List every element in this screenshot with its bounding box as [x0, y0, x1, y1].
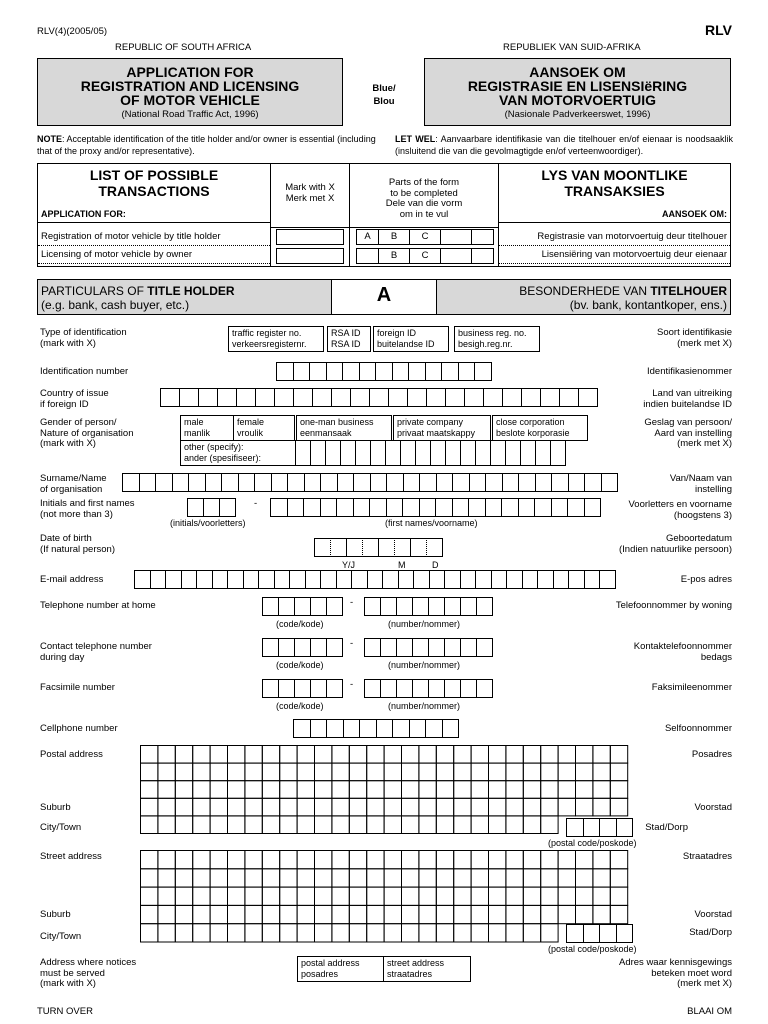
dash: - [254, 498, 258, 509]
transactions-table [37, 163, 731, 267]
cell-label-af: Selfoonnommer [664, 723, 732, 734]
gender-option-male[interactable]: male manlik [180, 415, 234, 441]
act-en: (National Road Traffic Act, 1996) [121, 109, 259, 120]
title-en-line3: OF MOTOR VEHICLE [120, 92, 260, 108]
transaction-en-label: Registration of motor vehicle by title holder [41, 231, 221, 242]
number-caption: (number/nommer) [388, 701, 461, 711]
transaction-row-licensing-af [498, 246, 730, 264]
section-a-letter: A [376, 284, 392, 306]
section-a-title-af-bold: TITELHOUER [650, 284, 727, 298]
org-option-one-man-business[interactable]: one-man business eenmansaak [296, 415, 392, 441]
code-caption: (code/kode) [276, 660, 324, 670]
street-postal-code-caption: (postal code/poskode) [548, 944, 637, 954]
id-option-foreign-id[interactable]: foreign ID buitelandse ID [373, 326, 449, 352]
dob-boxes[interactable] [314, 538, 443, 557]
transaction-af-label: Registrasie van motorvoertuig deur titelhouer [537, 231, 727, 242]
part-d [440, 229, 472, 245]
tel-day-number-boxes[interactable] [364, 638, 493, 657]
street-address-grid-lines [140, 850, 633, 943]
transaction-en-label: Licensing of motor vehicle by owner [41, 249, 193, 260]
apply-for-en: APPLICATION FOR: [41, 209, 126, 219]
transaction-row-registration-af [498, 228, 730, 246]
title-en-box [37, 58, 343, 126]
postal-city-label-af: Stad/Dorp [645, 822, 688, 833]
gender-label-af: Geslag van persoon/ Aard van instelling (merk met X) [644, 417, 732, 449]
tel-home-label-af: Telefoonnommer by woning [615, 600, 732, 611]
title-af-box [424, 58, 731, 126]
notices-label-af: Adres waar kennisgewings beteken moet word (merk met X) [618, 957, 732, 989]
turn-over: TURN OVER [37, 1006, 93, 1017]
street-suburb-label: Suburb [40, 909, 71, 920]
cell-label: Cellphone number [40, 723, 118, 734]
title-af-line3: VAN MOTORVOERTUIG [498, 92, 657, 108]
parts-line4: om in te vul [399, 208, 449, 220]
dob-label: Date of birth (If natural person) [40, 533, 115, 555]
transaction-row-licensing [38, 246, 270, 264]
note-af-label: LET WEL [395, 134, 436, 144]
apply-for-af: AANSOEK OM: [662, 209, 727, 219]
surname-boxes[interactable] [122, 473, 618, 492]
form-short-code: RLV [705, 22, 732, 38]
tel-day-label: Contact telephone number during day [40, 641, 152, 663]
cell-boxes[interactable] [293, 719, 459, 738]
note-en-text: : Acceptable identification of the title holder and/or owner is essential (including that of the proxy and/or representative). [37, 134, 376, 156]
note-en [37, 133, 377, 157]
transactions-title-af: LYS VAN MOONTLIKE TRANSAKSIES [541, 167, 688, 199]
initials-label-af: Voorletters en voorname (hoogstens 3) [628, 499, 732, 521]
dob-year-caption: Y/J [342, 560, 356, 570]
street-suburb-label-af: Voorstad [694, 909, 732, 920]
code-caption: (code/kode) [276, 701, 324, 711]
section-a-sub-en: (e.g. bank, cash buyer, etc.) [41, 298, 190, 312]
number-caption: (number/nommer) [388, 619, 461, 629]
notice-option-street[interactable]: street address straatadres [383, 956, 471, 982]
surname-label: Surname/Name of organisation [40, 473, 107, 495]
id-option-rsa-id[interactable]: RSA ID RSA ID [327, 326, 371, 352]
part-b: B [378, 229, 410, 245]
form-code: RLV(4)(2005/05) [37, 26, 108, 37]
id-number-label-af: Identifikasienommer [646, 366, 732, 377]
parts-header [350, 178, 498, 220]
parts-line2: to be completed [390, 187, 458, 199]
section-a-title-en-pre: PARTICULARS OF [41, 284, 148, 298]
transaction-af-label: Lisensiëring van motorvoertuig deur eienaar [541, 249, 727, 260]
surname-label-af: Van/Naam van instelling [669, 473, 732, 495]
other-specify-boxes[interactable] [295, 440, 566, 466]
tel-home-number-boxes[interactable] [364, 597, 493, 616]
id-number-label: Identification number [40, 366, 129, 377]
notices-label: Address where notices must be served (mark with X) [40, 957, 137, 989]
postal-address-label: Postal address [40, 749, 103, 760]
blaai-om: BLAAI OM [687, 1006, 732, 1017]
street-postal-code-boxes[interactable] [566, 924, 633, 943]
part-a [356, 248, 379, 264]
section-a-header [37, 279, 731, 315]
code-caption: (code/kode) [276, 619, 324, 629]
title-af-line2: REGISTRASIE EN LISENSIëRING [467, 78, 688, 94]
ink-note-af: Blou [373, 96, 395, 107]
fax-label: Facsimile number [40, 682, 115, 693]
country-label-af: Land van uitreiking indien buitelandse ID [643, 388, 732, 410]
tel-day-code-boxes[interactable] [262, 638, 343, 657]
id-type-label-af: Soort identifikasie (merk met X) [657, 327, 732, 349]
postal-code-boxes[interactable] [566, 818, 633, 837]
street-city-label: City/Town [40, 931, 82, 942]
section-a-sub-af: (bv. bank, kontantkoper, ens.) [569, 298, 727, 312]
part-d [440, 248, 472, 264]
section-a-title-af-pre: BESONDERHEDE VAN [519, 284, 651, 298]
postal-address-label-af: Posadres [691, 749, 732, 760]
first-names-boxes[interactable] [270, 498, 601, 517]
gender-option-female[interactable]: female vroulik [233, 415, 295, 441]
tel-day-label-af: Kontaktelefoonnommer bedags [633, 641, 732, 663]
parts-line1: Parts of the form [388, 177, 460, 188]
street-address-label-af: Straatadres [682, 851, 732, 862]
initials-label: Initials and first names (not more than 3) [40, 498, 135, 520]
street-address-label: Street address [40, 851, 102, 862]
part-a: A [356, 229, 379, 245]
part-c: C [409, 229, 441, 245]
email-label: E-mail address [40, 574, 104, 585]
email-label-af: E-pos adres [680, 574, 732, 585]
org-option-close-corporation[interactable]: close corporation beslote korporasie [492, 415, 588, 441]
mark-with-af: Merk met X [285, 193, 335, 204]
parts-licensing [356, 248, 494, 264]
postal-address-grid[interactable] [140, 745, 633, 835]
section-a-title-en [38, 280, 332, 314]
country-af: REPUBLIEK VAN SUID-AFRIKA [503, 42, 641, 53]
postal-code-caption: (postal code/poskode) [548, 838, 637, 848]
note-af-text: : Aanvaarbare identifikasie van die titelhouer en/of eienaar is noodsaaklik (insluitend die van die gevolmagtigde en/of verteenwoordiger). [395, 134, 733, 156]
id-option-business-reg[interactable]: business reg. no. besigh.reg.nr. [454, 326, 540, 352]
dash: - [350, 638, 354, 649]
street-address-grid[interactable] [140, 850, 633, 943]
part-c: C [409, 248, 441, 264]
initials-boxes[interactable] [187, 498, 236, 517]
street-city-label-af: Stad/Dorp [689, 927, 732, 938]
fax-number-boxes[interactable] [364, 679, 493, 698]
title-en-line2: REGISTRATION AND LICENSING [80, 78, 300, 94]
transactions-title-en: LIST OF POSSIBLE TRANSACTIONS [89, 167, 219, 199]
fax-code-boxes[interactable] [262, 679, 343, 698]
mark-with-en: Mark with X [285, 182, 335, 193]
org-option-private-company[interactable]: private company privaat maatskappy [393, 415, 491, 441]
postal-address-grid-lines [140, 745, 633, 835]
postal-city-label: City/Town [40, 822, 82, 833]
tel-home-label: Telephone number at home [40, 600, 156, 611]
gender-label: Gender of person/ Nature of organisation (mark with X) [40, 417, 134, 449]
dash: - [350, 679, 354, 690]
postal-suburb-label-af: Voorstad [694, 802, 732, 813]
id-number-boxes[interactable] [276, 362, 492, 381]
country-en: REPUBLIC OF SOUTH AFRICA [115, 42, 252, 53]
mark-box-registration[interactable] [276, 229, 344, 245]
org-option-other[interactable]: other (specify): ander (spesifiseer): [180, 440, 296, 466]
title-af-line1: AANSOEK OM [529, 64, 626, 80]
dob-day-caption: D [432, 560, 439, 570]
part-b: B [378, 248, 410, 264]
initials-caption: (initials/voorletters) [170, 518, 246, 528]
mark-with-header [271, 182, 349, 204]
country-boxes[interactable] [160, 388, 598, 407]
ink-note [357, 82, 411, 108]
postal-suburb-label: Suburb [40, 802, 71, 813]
parts-line3: Dele van die vorm [385, 198, 463, 209]
section-a-title-af [436, 280, 730, 314]
note-en-label: NOTE [37, 134, 63, 144]
dob-label-af: Geboortedatum (Indien natuurlike persoon) [618, 533, 732, 555]
country-label: Country of issue if foreign ID [40, 388, 109, 410]
id-option-traffic-register[interactable]: traffic register no. verkeersregisternr. [228, 326, 324, 352]
number-caption: (number/nommer) [388, 660, 461, 670]
parts-registration [356, 229, 494, 245]
dash: - [350, 597, 354, 608]
id-type-label: Type of identification (mark with X) [40, 327, 127, 349]
ink-note-en: Blue/ [372, 83, 396, 94]
transaction-row-registration [38, 228, 270, 246]
email-boxes[interactable] [134, 570, 616, 589]
tel-home-code-boxes[interactable] [262, 597, 343, 616]
note-af [395, 133, 733, 157]
mark-box-licensing[interactable] [276, 248, 344, 264]
notice-option-postal[interactable]: postal address posadres [297, 956, 384, 982]
fax-label-af: Faksimileenommer [651, 682, 732, 693]
act-af: (Nasionale Padverkeerswet, 1996) [504, 109, 651, 120]
section-a-title-en-bold: TITLE HOLDER [147, 284, 235, 298]
title-en-line1: APPLICATION FOR [126, 64, 254, 80]
dob-month-caption: M [398, 560, 406, 570]
first-names-caption: (first names/voorname) [385, 518, 478, 528]
